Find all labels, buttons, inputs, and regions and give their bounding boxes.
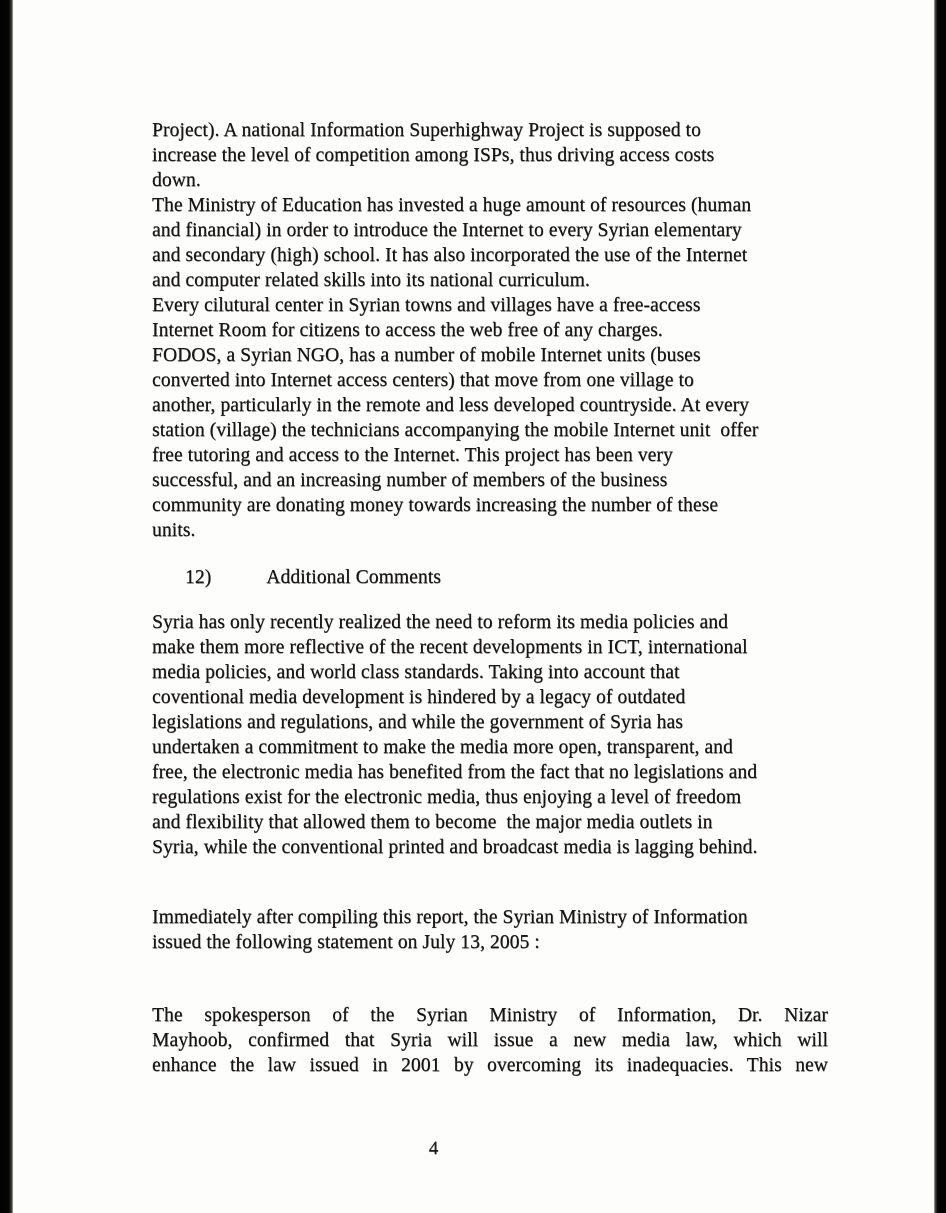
- paragraph-isp-competition: [152, 118, 828, 193]
- section-number: 12): [185, 567, 212, 588]
- text-line: Immediately after compiling this report, the Syrian Ministry of Information: [152, 907, 748, 928]
- section-title: Additional Comments: [266, 567, 441, 588]
- text-line: another, particularly in the remote and less developed countryside. At every: [152, 395, 750, 416]
- text-line: make them more reflective of the recent developments in ICT, international: [152, 637, 748, 658]
- text-line: legislations and regulations, and while the government of Syria has: [152, 712, 683, 733]
- text-line: Mayhoob, confirmed that Syria will issue a new media law, which will: [152, 1030, 828, 1051]
- paragraph-spokesperson-statement: [152, 1003, 828, 1078]
- text-line: free tutoring and access to the Internet. This project has been very: [152, 445, 673, 466]
- document-body: [152, 118, 828, 1078]
- text-line: The Ministry of Education has invested a huge amount of resources (human: [152, 195, 752, 216]
- text-line: undertaken a commitment to make the media more open, transparent, and: [152, 737, 733, 758]
- paragraph-cultural-centers: [152, 293, 828, 343]
- text-line: down.: [152, 170, 201, 191]
- paragraph-ministry-statement-intro: [152, 905, 828, 955]
- text-line: Project). A national Information Superhighway Project is supposed to: [152, 120, 701, 141]
- section-heading: [152, 565, 828, 590]
- text-line: free, the electronic media has benefited from the fact that no legislations and: [152, 762, 758, 783]
- text-line: station (village) the technicians accompanying the mobile Internet unit offer: [152, 420, 759, 441]
- text-line: issued the following statement on July 13, 2005 :: [152, 932, 540, 953]
- text-line: The spokesperson of the Syrian Ministry of Information, Dr. Nizar: [152, 1005, 828, 1026]
- text-line: and financial) in order to introduce the Internet to every Syrian elementary: [152, 220, 742, 241]
- text-line: and computer related skills into its national curriculum.: [152, 270, 590, 291]
- page-number: 4: [428, 1138, 439, 1159]
- scan-edge-right: [934, 0, 946, 1213]
- text-line: Syria, while the conventional printed and broadcast media is lagging behind.: [152, 837, 758, 858]
- text-line: Every cilutural center in Syrian towns and villages have a free-access: [152, 295, 701, 316]
- text-line: FODOS, a Syrian NGO, has a number of mobile Internet units (buses: [152, 345, 701, 366]
- text-line: enhance the law issued in 2001 by overcoming its inadequacies. This new: [152, 1055, 828, 1076]
- paragraph-fodos-mobile-units: [152, 343, 828, 543]
- text-line: community are donating money towards increasing the number of these: [152, 495, 719, 516]
- text-line: regulations exist for the electronic media, thus enjoying a level of freedom: [152, 787, 742, 808]
- text-line: coventional media development is hindered by a legacy of outdated: [152, 687, 686, 708]
- text-line: and secondary (high) school. It has also incorporated the use of the Internet: [152, 245, 748, 266]
- text-line: Syria has only recently realized the need to reform its media policies and: [152, 612, 728, 633]
- text-line: increase the level of competition among ISPs, thus driving access costs: [152, 145, 715, 166]
- text-line: Internet Room for citizens to access the web free of any charges.: [152, 320, 663, 341]
- text-line: media policies, and world class standards. Taking into account that: [152, 662, 680, 683]
- text-line: successful, and an increasing number of members of the business: [152, 470, 668, 491]
- paragraph-ministry-education: [152, 193, 828, 293]
- text-line: converted into Internet access centers) that move from one village to: [152, 370, 694, 391]
- paragraph-media-reform: [152, 610, 828, 860]
- text-line: units.: [152, 520, 196, 541]
- scan-edge-left: [0, 0, 13, 1213]
- text-line: and flexibility that allowed them to become the major media outlets in: [152, 812, 713, 833]
